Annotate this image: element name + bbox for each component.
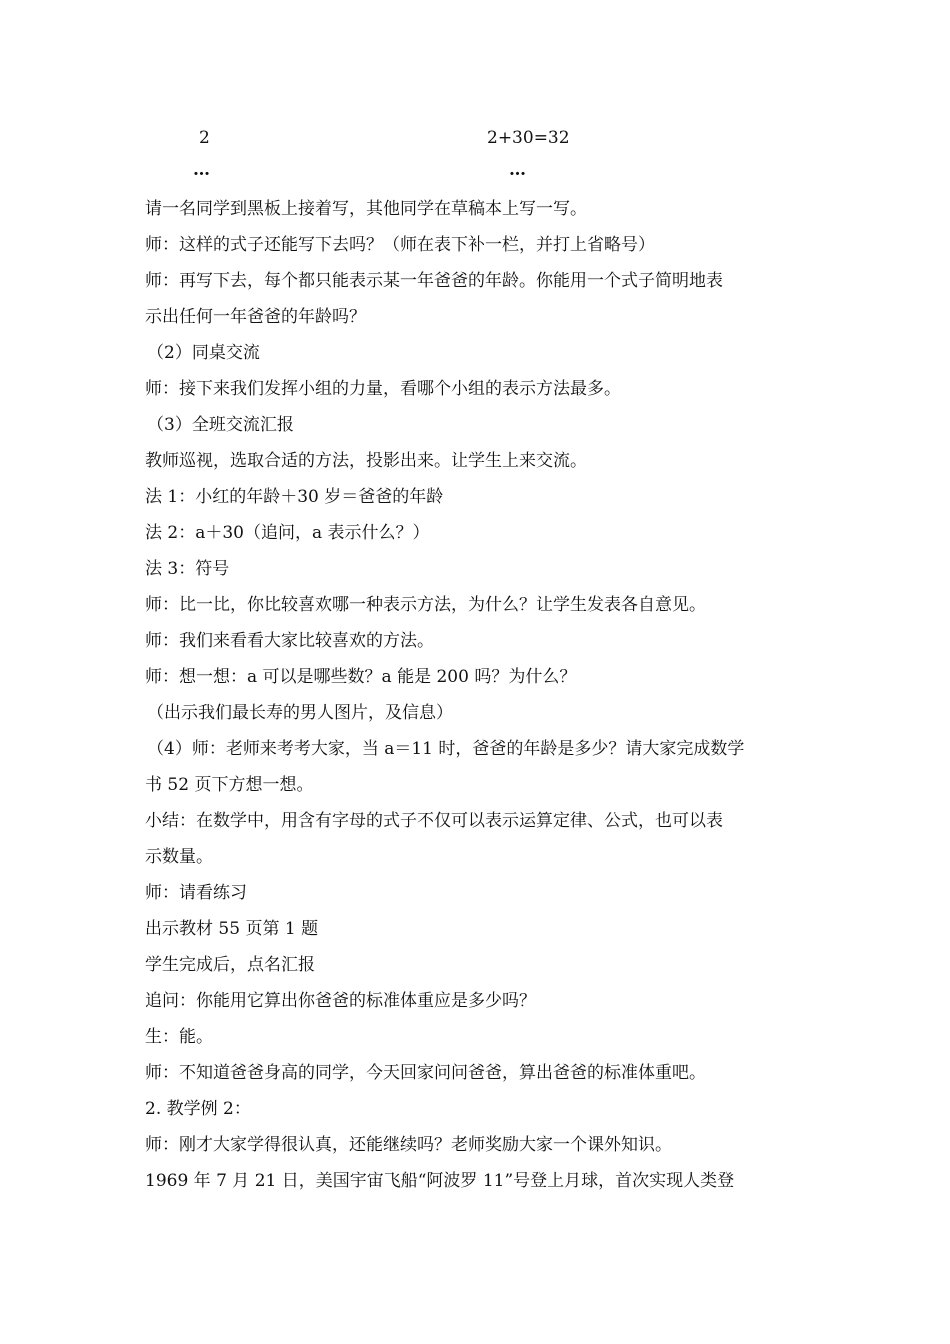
section-heading: 2. 教学例 2： [145,1099,251,1119]
section-heading: （2）同桌交流 [147,343,260,363]
paragraph-line: 出示教材 55 页第 1 题 [145,919,319,939]
paragraph-line: 生：能。 [145,1027,213,1047]
paragraph-line: 师：请看练习 [145,883,247,903]
paragraph-line: 师：接下来我们发挥小组的力量，看哪个小组的表示方法最多。 [145,379,621,399]
paragraph-line: 师：比一比，你比较喜欢哪一种表示方法，为什么？让学生发表各自意见。 [145,595,706,615]
paragraph-line: 师：再写下去，每个都只能表示某一年爸爸的年龄。你能用一个式子简明地表 [145,271,723,291]
paragraph-line: 学生完成后，点名汇报 [145,955,315,975]
table-ellipsis-right: … [509,160,526,180]
paragraph-line: （4）师：老师来考考大家，当 a＝11 时，爸爸的年龄是多少？请大家完成数学 [147,739,745,759]
paragraph-line: 请一名同学到黑板上接着写，其他同学在草稿本上写一写。 [145,199,587,219]
table-cell-expression: 2+30=32 [487,128,570,148]
table-cell-year: 2 [199,128,210,148]
paragraph-line: 小结：在数学中，用含有字母的式子不仅可以表示运算定律、公式，也可以表 [145,811,723,831]
paragraph-line: 法 1：小红的年龄＋30 岁＝爸爸的年龄 [145,487,444,507]
paragraph-line: 书 52 页下方想一想。 [145,775,314,795]
paragraph-line: 教师巡视，选取合适的方法，投影出来。让学生上来交流。 [145,451,587,471]
paragraph-line: 师：刚才大家学得很认真，还能继续吗？老师奖励大家一个课外知识。 [145,1135,672,1155]
section-heading: （3）全班交流汇报 [147,415,294,435]
paragraph-line: 师：想一想：a 可以是哪些数？a 能是 200 吗？为什么？ [145,667,577,687]
paragraph-line: 示出任何一年爸爸的年龄吗？ [145,307,366,327]
paragraph-line: 法 3：符号 [145,559,230,579]
paragraph-line: 1969 年 7 月 21 日，美国宇宙飞船“阿波罗 11”号登上月球，首次实现人类登 [145,1171,735,1191]
paragraph-line: （出示我们最长寿的男人图片，及信息） [147,703,453,723]
table-ellipsis-left: … [193,160,210,180]
paragraph-line: 追问：你能用它算出你爸爸的标准体重应是多少吗？ [145,991,536,1011]
paragraph-line: 师：我们来看看大家比较喜欢的方法。 [145,631,434,651]
paragraph-line: 示数量。 [145,847,213,867]
paragraph-line: 法 2：a＋30（追问，a 表示什么？） [145,523,430,543]
paragraph-line: 师：这样的式子还能写下去吗？（师在表下补一栏，并打上省略号） [145,235,655,255]
paragraph-line: 师：不知道爸爸身高的同学，今天回家问问爸爸，算出爸爸的标准体重吧。 [145,1063,706,1083]
